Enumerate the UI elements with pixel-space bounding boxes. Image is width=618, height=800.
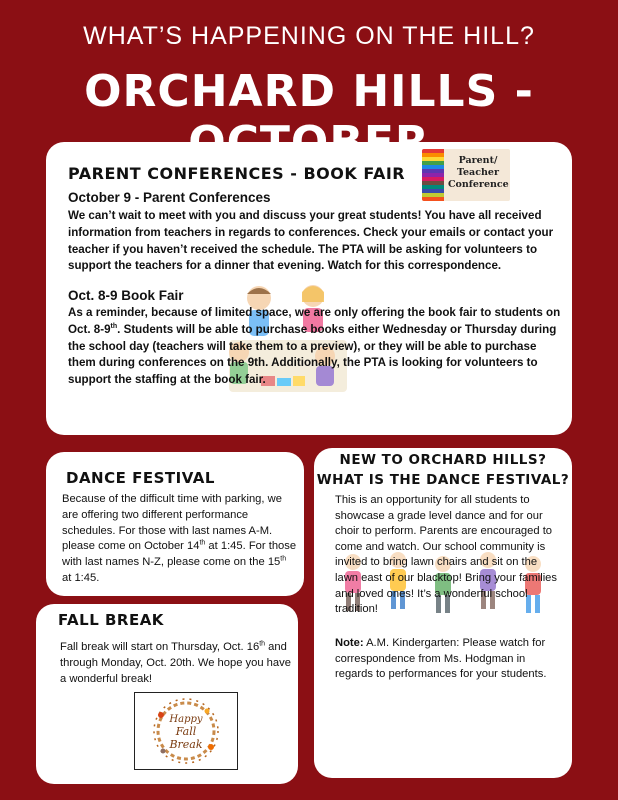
kindergarten-note: Note: A.M. Kindergarten: Please watch for correspondence from Ms. Hodgman in regards to performances for your students.: [335, 637, 547, 681]
conferences-heading: PARENT CONFERENCES - BOOK FAIR: [68, 164, 406, 183]
wreath-line-1: Happy: [169, 714, 203, 725]
new-to-orchard-hills-card: [314, 448, 572, 778]
dance-festival-question-heading: WHAT IS THE DANCE FESTIVAL?: [316, 472, 570, 488]
fall-break-paragraph: Fall break will start on Thursday, Oct. 16th and through Monday, Oct. 20th. We hope you have a wonderful break!: [60, 640, 291, 685]
colored-pencils-icon: [422, 149, 444, 201]
dance-festival-heading: DANCE FESTIVAL: [66, 469, 215, 487]
ptc-line-3: Conference: [448, 179, 509, 190]
happy-fall-break-image: [134, 692, 238, 770]
parent-teacher-conference-image: [422, 149, 510, 201]
dance-festival-description: This is an opportunity for all students to showcase a grade level dance and for our choir to perform. Parents are encouraged to come and watch. Our school community is invited to bring lawn chairs and sit on the lawn east of our blacktop! Bring your families and loved ones! It’s a wonderful school tradition!: [335, 494, 557, 616]
new-to-heading: NEW TO ORCHARD HILLS?: [339, 452, 547, 468]
wreath-line-2: Fall: [175, 725, 197, 738]
page-title: ORCHARD HILLS -: [84, 66, 534, 117]
ptc-line-2: Teacher: [457, 167, 499, 178]
book-fair-paragraph: As a reminder, because of limited space, we are only offering the book fair to students on Oct. 8-9th. Students will be able to purchase books either Wednesday or Thursday during the school day (teachers will take them to a preview), or they will be able to purchase them during conferences on the 9th. Additionally, the PTA is looking for volunteers to support the staffing at the book fair.: [68, 306, 561, 387]
conferences-paragraph: We can’t wait to meet with you and discuss your great students! You have all received information from teachers in regards to conferences. Check your emails or contact your teacher if you haven’t received the schedule. The PTA will be asking for volunteers to support the teachers for a dinner that evening. Watch for this correspondence.: [68, 209, 554, 273]
ptc-line-1: Parent/: [458, 155, 498, 166]
page-kicker: WHAT’S HAPPENING ON THE HILL?: [83, 22, 535, 50]
book-fair-subheading: Oct. 8-9 Book Fair: [68, 288, 184, 303]
fall-break-heading: FALL BREAK: [58, 611, 164, 629]
wreath-icon: [135, 693, 237, 769]
wreath-line-3: Break: [169, 738, 203, 751]
dance-festival-paragraph: Because of the difficult time with parking, we are offering two different performance schedules. For those with last names A-M. please come on October 14th at 1:45. For those with last names N-Z, please come on the 15th at 1:45.: [62, 493, 297, 584]
dance-festival-card: [46, 452, 304, 596]
fall-break-card: [36, 604, 298, 784]
conferences-card: [46, 142, 572, 435]
conferences-subheading: October 9 - Parent Conferences: [68, 190, 271, 205]
